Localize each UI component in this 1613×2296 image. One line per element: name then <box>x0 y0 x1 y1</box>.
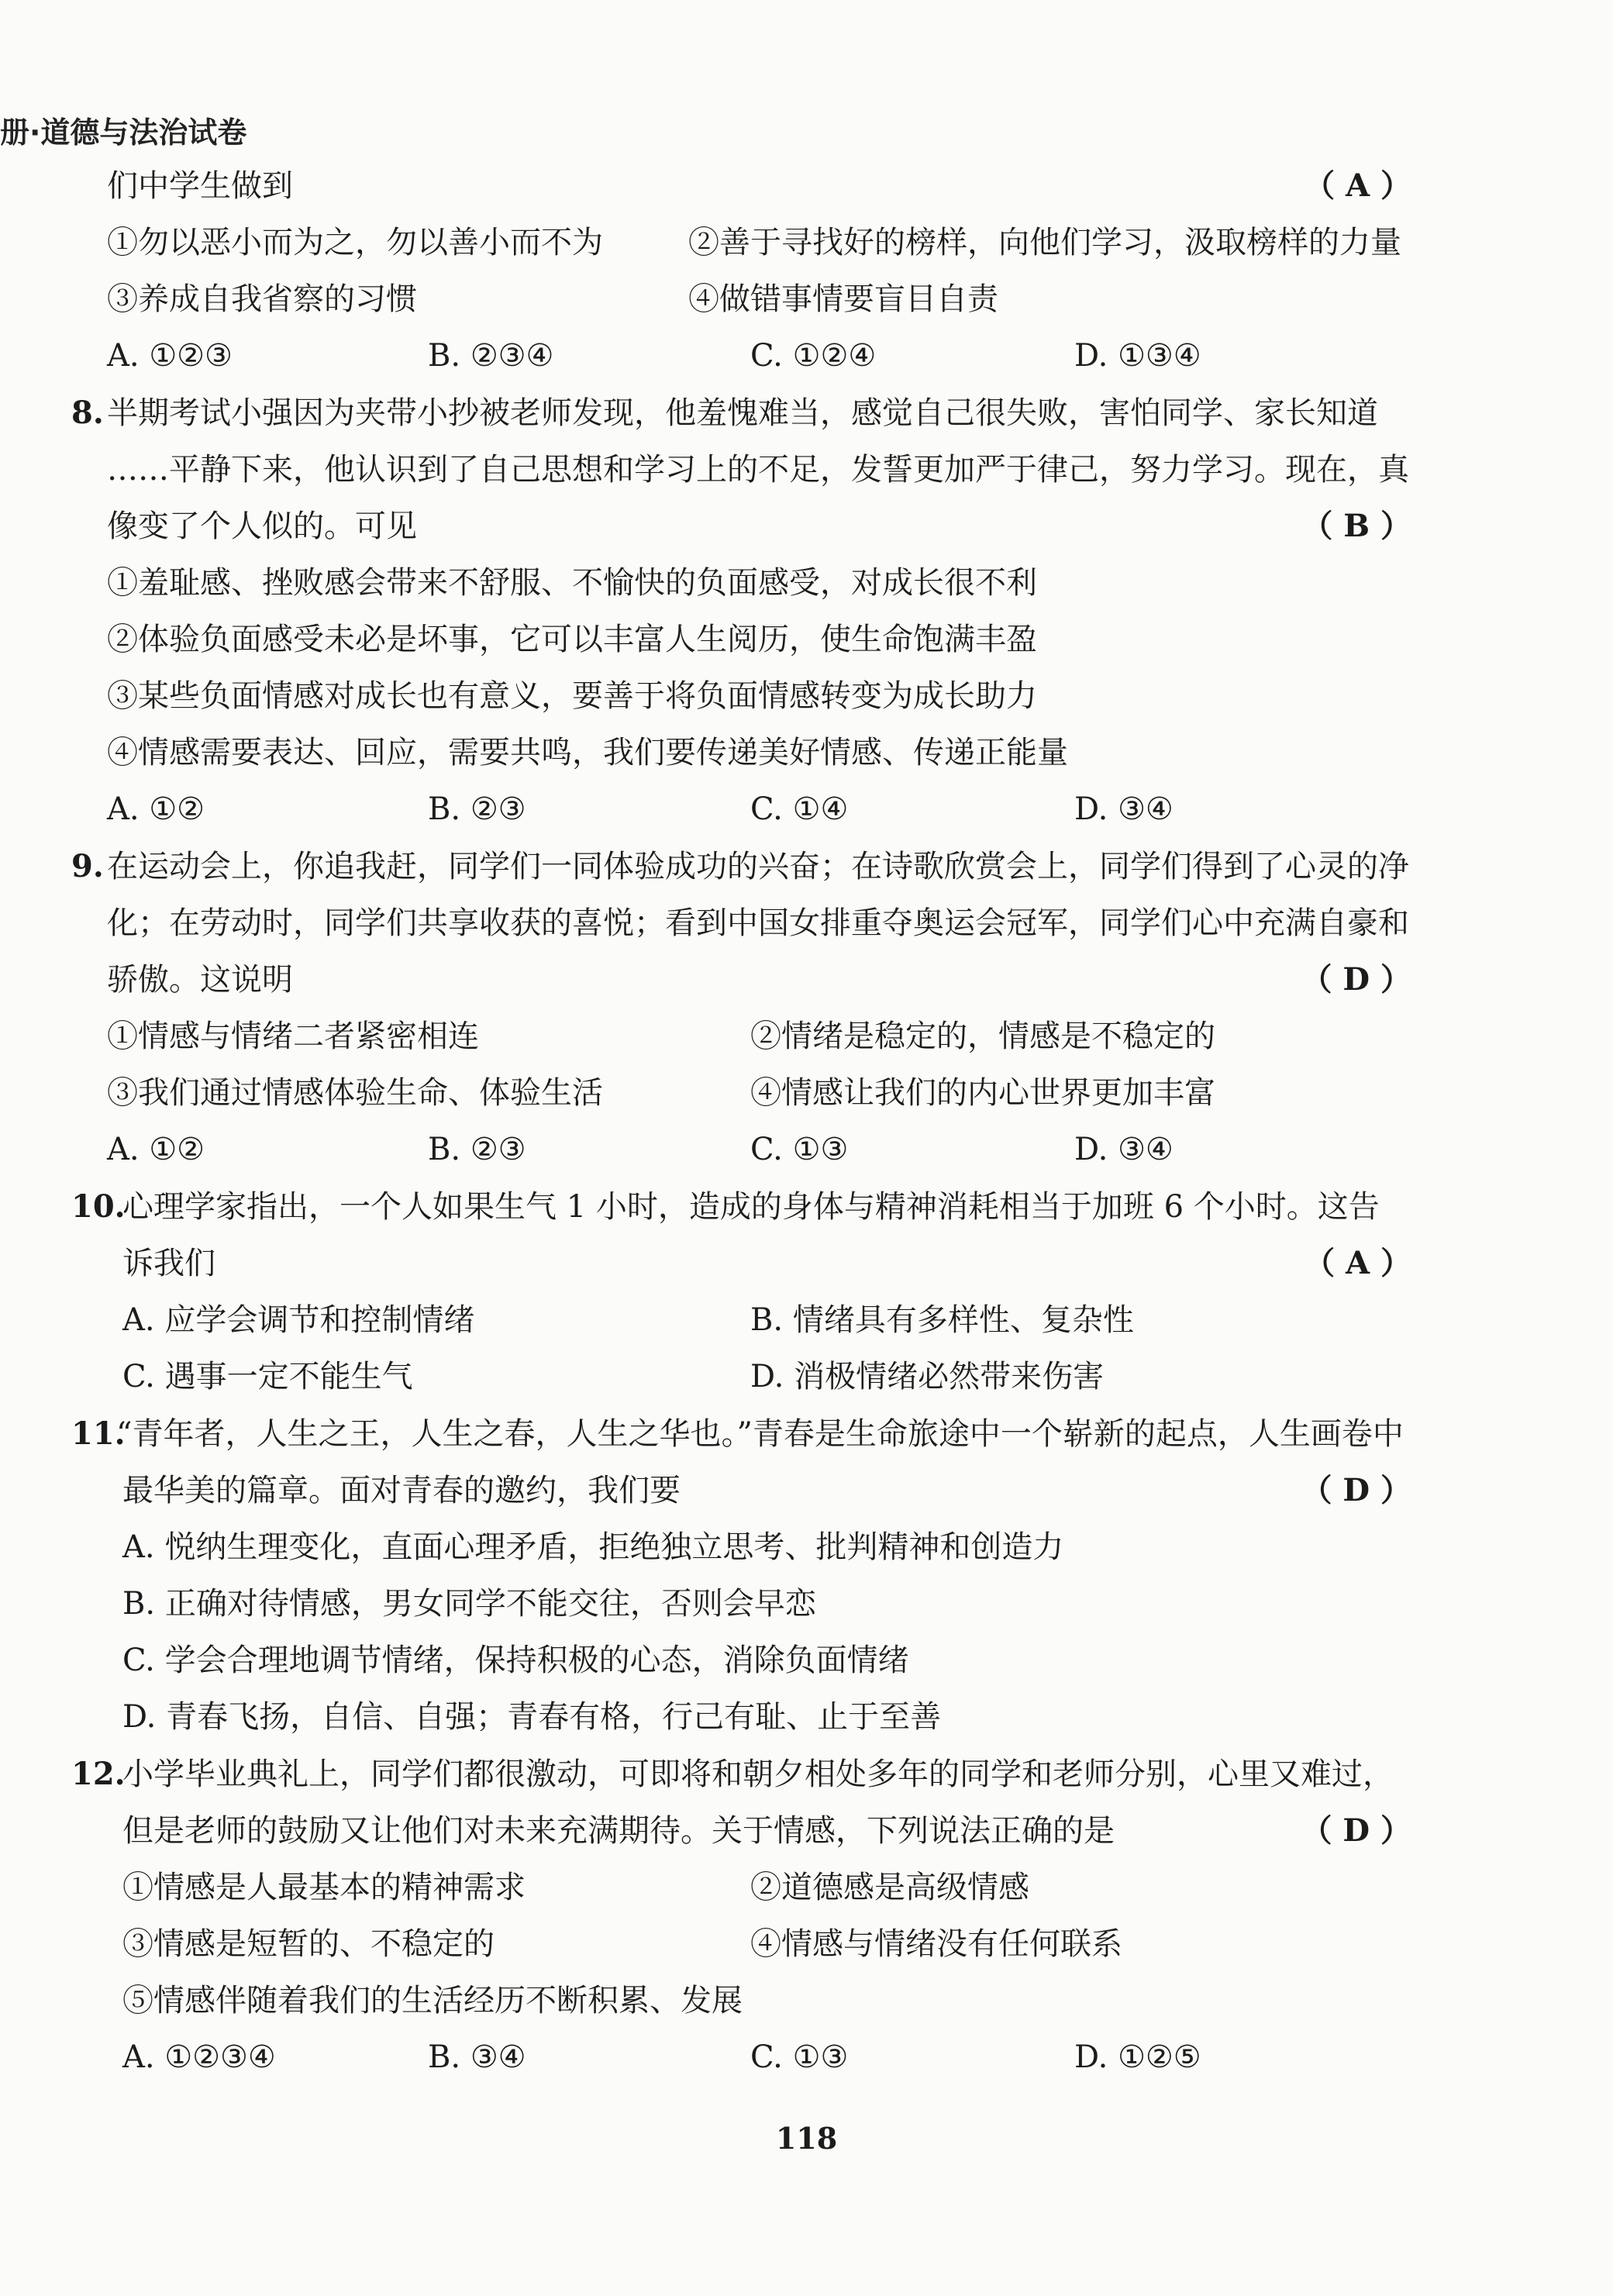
q9-option-a: A. ①② <box>107 1132 205 1167</box>
q9-item: ②情绪是稳定的，情感是不稳定的 <box>750 1019 1215 1054</box>
q8-option-b: B. ②③ <box>428 791 526 827</box>
q8-item: ④情感需要表达、回应，需要共鸣，我们要传递美好情感、传递正能量 <box>107 735 1068 771</box>
page-header: 册·道德与法治试卷 <box>0 115 247 150</box>
q11-stem: 最华美的篇章。面对青春的邀约，我们要 <box>122 1473 681 1508</box>
q10-stem: 诉我们 <box>122 1246 215 1281</box>
q7-option-a: A. ①②③ <box>107 338 233 374</box>
q8-stem: 半期考试小强因为夹带小抄被老师发现，他羞愧难当，感觉自己很失败，害怕同学、家长知道 <box>107 395 1378 431</box>
q12-item: ②道德感是高级情感 <box>750 1870 1029 1905</box>
q11-option-d: D. 青春飞扬，自信、自强；青春有格，行己有耻、止于至善 <box>122 1699 942 1735</box>
q10-option-b: B. 情绪具有多样性、复杂性 <box>750 1302 1134 1338</box>
q10-option-c: C. 遇事一定不能生气 <box>122 1359 413 1394</box>
q9-stem: 在运动会上，你追我赶，同学们一同体验成功的兴奋；在诗歌欣赏会上，同学们得到了心灵的净 <box>107 849 1409 884</box>
q9-item: ③我们通过情感体验生命、体验生活 <box>107 1075 603 1111</box>
q8-number: 8. <box>71 395 104 431</box>
q8-stem: 像变了个人似的。可见 <box>107 508 417 544</box>
q11-answer: （ D ） <box>1301 1472 1411 1508</box>
q11-option-b: B. 正确对待情感，男女同学不能交往，否则会早恋 <box>122 1586 816 1622</box>
q7-option-d: D. ①③④ <box>1074 338 1201 374</box>
q12-option-b: B. ③④ <box>428 2039 526 2075</box>
q12-option-d: D. ①②⑤ <box>1074 2039 1201 2075</box>
q9-stem: 骄傲。这说明 <box>107 962 293 998</box>
q12-item: ⑤情感伴随着我们的生活经历不断积累、发展 <box>122 1983 743 2018</box>
q10-number: 10. <box>71 1188 126 1225</box>
q12-number: 12. <box>71 1756 126 1792</box>
q9-item: ①情感与情绪二者紧密相连 <box>107 1019 479 1054</box>
q9-option-d: D. ③④ <box>1074 1132 1174 1167</box>
q7-option-c: C. ①②④ <box>750 338 877 374</box>
q7-item: ④做错事情要盲目自责 <box>688 281 998 317</box>
q7-stem: 们中学生做到 <box>107 168 293 204</box>
q12-stem: 但是老师的鼓励又让他们对未来充满期待。关于情感，下列说法正确的是 <box>122 1813 1115 1849</box>
q7-answer: （ A ） <box>1304 167 1411 204</box>
q11-option-c: C. 学会合理地调节情绪，保持积极的心态，消除负面情绪 <box>122 1643 909 1678</box>
q7-option-b: B. ②③④ <box>428 338 554 374</box>
q9-option-b: B. ②③ <box>428 1132 526 1167</box>
q12-item: ①情感是人最基本的精神需求 <box>122 1870 526 1905</box>
q11-option-a: A. 悦纳生理变化，直面心理矛盾，拒绝独立思考、批判精神和创造力 <box>122 1529 1064 1565</box>
q9-answer: （ D ） <box>1301 961 1411 998</box>
q7-item: ③养成自我省察的习惯 <box>107 281 417 317</box>
q10-stem: 心理学家指出，一个人如果生气 1 小时，造成的身体与精神消耗相当于加班 6 个小时。这告 <box>122 1189 1380 1225</box>
q9-number: 9. <box>71 848 104 884</box>
page-number: 118 <box>775 2121 838 2156</box>
q11-number: 11. <box>71 1415 126 1452</box>
q8-option-c: C. ①④ <box>750 791 849 827</box>
q9-option-c: C. ①③ <box>750 1132 849 1167</box>
q12-option-a: A. ①②③④ <box>122 2039 276 2075</box>
q11-stem: “青年者，人生之王，人生之春，人生之华也。”青春是生命旅途中一个崭新的起点，人生画卷中 <box>116 1416 1404 1452</box>
q12-option-c: C. ①③ <box>750 2039 849 2075</box>
q10-answer: （ A ） <box>1304 1245 1411 1281</box>
q12-item: ③情感是短暂的、不稳定的 <box>122 1926 495 1962</box>
q12-answer: （ D ） <box>1301 1812 1411 1849</box>
q8-option-a: A. ①② <box>107 791 205 827</box>
q8-answer: （ B ） <box>1301 508 1411 544</box>
q8-item: ③某些负面情感对成长也有意义，要善于将负面情感转变为成长助力 <box>107 678 1037 714</box>
q8-stem: ……平静下来，他认识到了自己思想和学习上的不足，发誓更加严于律己，努力学习。现在，真 <box>107 452 1409 488</box>
q9-stem: 化；在劳动时，同学们共享收获的喜悦；看到中国女排重夺奥运会冠军，同学们心中充满自豪和 <box>107 905 1409 941</box>
q8-option-d: D. ③④ <box>1074 791 1174 827</box>
q10-option-a: A. 应学会调节和控制情绪 <box>122 1302 475 1338</box>
q8-item: ②体验负面感受未必是坏事，它可以丰富人生阅历，使生命饱满丰盈 <box>107 622 1037 657</box>
q12-item: ④情感与情绪没有任何联系 <box>750 1926 1122 1962</box>
q8-item: ①羞耻感、挫败感会带来不舒服、不愉快的负面感受，对成长很不利 <box>107 565 1037 601</box>
q10-option-d: D. 消极情绪必然带来伤害 <box>750 1359 1105 1394</box>
q12-stem: 小学毕业典礼上，同学们都很激动，可即将和朝夕相处多年的同学和老师分别，心里又难过， <box>122 1756 1394 1792</box>
q9-item: ④情感让我们的内心世界更加丰富 <box>750 1075 1215 1111</box>
q7-item: ②善于寻找好的榜样，向他们学习，汲取榜样的力量 <box>688 225 1401 260</box>
q7-item: ①勿以恶小而为之，勿以善小而不为 <box>107 225 603 260</box>
